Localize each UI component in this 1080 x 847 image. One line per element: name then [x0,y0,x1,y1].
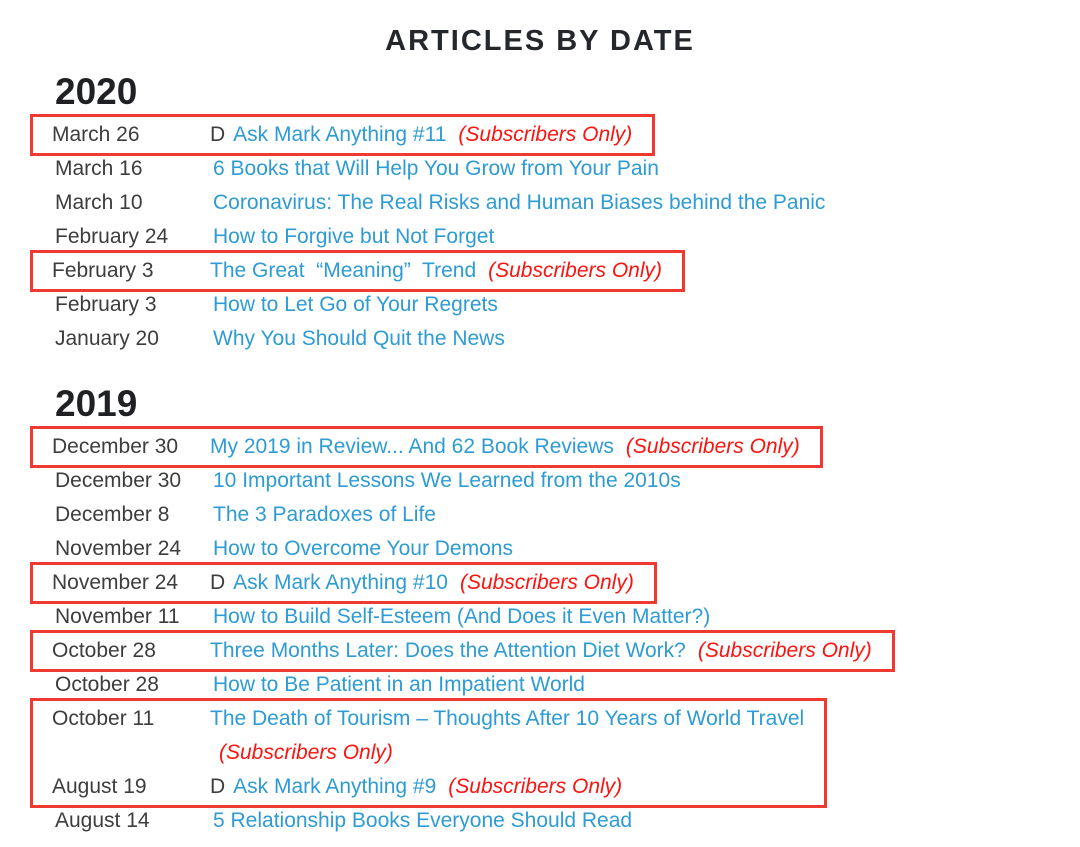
prefix-d: D [210,571,226,594]
article-row [55,186,825,220]
article-link[interactable]: 10 Important Lessons We Learned from the 2010s [213,469,681,492]
article-row [55,804,632,838]
article-date: February 24 [55,225,169,248]
article-date: January 20 [55,327,159,350]
article-title-group [213,191,825,214]
article-title-group [213,225,494,248]
article-row [55,532,513,566]
article-date: November 11 [55,605,180,628]
article-block [55,152,659,186]
article-link[interactable]: The 3 Paradoxes of Life [213,503,436,526]
article-row [52,430,800,464]
page-title: ARTICLES BY DATE [385,25,695,57]
article-link[interactable]: 6 Books that Will Help You Grow from Your Pain [213,157,659,180]
article-title-group [213,673,585,696]
article-title-group [210,639,872,662]
article-row [55,668,585,702]
article-date: March 16 [55,157,143,180]
article-row [55,464,681,498]
subscribers-box [30,698,827,808]
article-title-group [213,605,710,628]
subscribers-box [30,426,823,468]
article-link[interactable]: Why You Should Quit the News [213,327,505,350]
article-row [55,600,710,634]
article-block [55,186,825,220]
article-row [55,152,659,186]
article-block [55,804,632,838]
subscribers-only-label: (Subscribers Only) [625,435,800,458]
article-link[interactable]: The Death of Tourism – Thoughts After 10 Years of World Travel [210,707,805,730]
prefix-d: D [210,123,226,146]
article-title-group [213,469,681,492]
article-date: October 28 [55,673,159,696]
article-row [55,322,505,356]
article-date: March 10 [55,191,143,214]
article-title-group [213,157,659,180]
article-date: August 14 [55,809,150,832]
subscribers-box [30,562,657,604]
article-list [0,430,1080,838]
article-block [55,288,498,322]
article-link[interactable]: My 2019 in Review... And 62 Book Reviews [210,435,614,458]
subscribers-only-label: (Subscribers Only) [448,775,623,798]
article-link[interactable]: Coronavirus: The Real Risks and Human Biases behind the Panic [213,191,826,214]
article-row [55,288,498,322]
article-block [55,322,505,356]
article-title-group [213,537,513,560]
article-title-group [210,435,800,458]
article-date: December 8 [55,503,170,526]
article-link[interactable]: How to Build Self-Esteem (And Does it Even Matter?) [213,605,711,628]
article-link[interactable]: 5 Relationship Books Everyone Should Read [213,809,633,832]
article-link[interactable]: Ask Mark Anything #9 [233,775,437,798]
article-title-group [213,503,436,526]
article-row [52,770,804,804]
article-row [55,220,494,254]
prefix-d: D [210,775,226,798]
article-date: December 30 [55,469,182,492]
article-title-group [210,123,632,146]
article-link[interactable]: Three Months Later: Does the Attention Diet Work? [210,639,686,662]
article-date: August 19 [52,775,147,798]
article-row [52,702,804,770]
article-block [55,220,494,254]
article-link[interactable]: How to Be Patient in an Impatient World [213,673,585,696]
article-title-group [213,809,632,832]
article-row [52,118,632,152]
article-date: December 30 [52,435,179,458]
subscribers-only-label: (Subscribers Only) [488,259,663,282]
subscribers-box [30,114,655,156]
article-date: March 26 [52,123,140,146]
subscribers-only-label: (Subscribers Only) [697,639,872,662]
article-link[interactable]: The Great “Meaning” Trend [210,259,477,282]
article-title-group [210,775,622,798]
subscribers-box [30,630,895,672]
article-block [55,464,681,498]
article-date: November 24 [55,537,182,560]
article-row [55,498,436,532]
article-row [52,566,634,600]
article-block [55,532,513,566]
article-sections [0,72,1080,838]
year-heading: 2020 [55,71,138,112]
article-link[interactable]: How to Forgive but Not Forget [213,225,495,248]
article-title-group [210,571,634,594]
article-title-group [213,327,505,350]
article-date: November 24 [52,571,179,594]
article-link[interactable]: Ask Mark Anything #10 [233,571,448,594]
subscribers-only-label: (Subscribers Only) [459,571,634,594]
year-heading: 2019 [55,383,138,424]
subscribers-only-label: (Subscribers Only) [458,123,633,146]
article-date: February 3 [52,259,154,282]
article-link[interactable]: How to Overcome Your Demons [213,537,513,560]
subscribers-box [30,250,685,292]
article-block [55,498,436,532]
article-row [52,634,872,668]
subscribers-only-label: (Subscribers Only) [219,741,393,764]
year-section [0,384,1080,838]
article-date: October 28 [52,639,156,662]
article-list [0,118,1080,356]
article-block [55,600,710,634]
article-date: October 11 [52,707,155,730]
article-link[interactable]: Ask Mark Anything #11 [233,123,447,146]
article-row [52,254,662,288]
article-link[interactable]: How to Let Go of Your Regrets [213,293,498,316]
article-block [55,668,585,702]
article-title-group [210,259,662,282]
year-section [0,72,1080,356]
article-title-group [213,293,498,316]
article-date: February 3 [55,293,157,316]
